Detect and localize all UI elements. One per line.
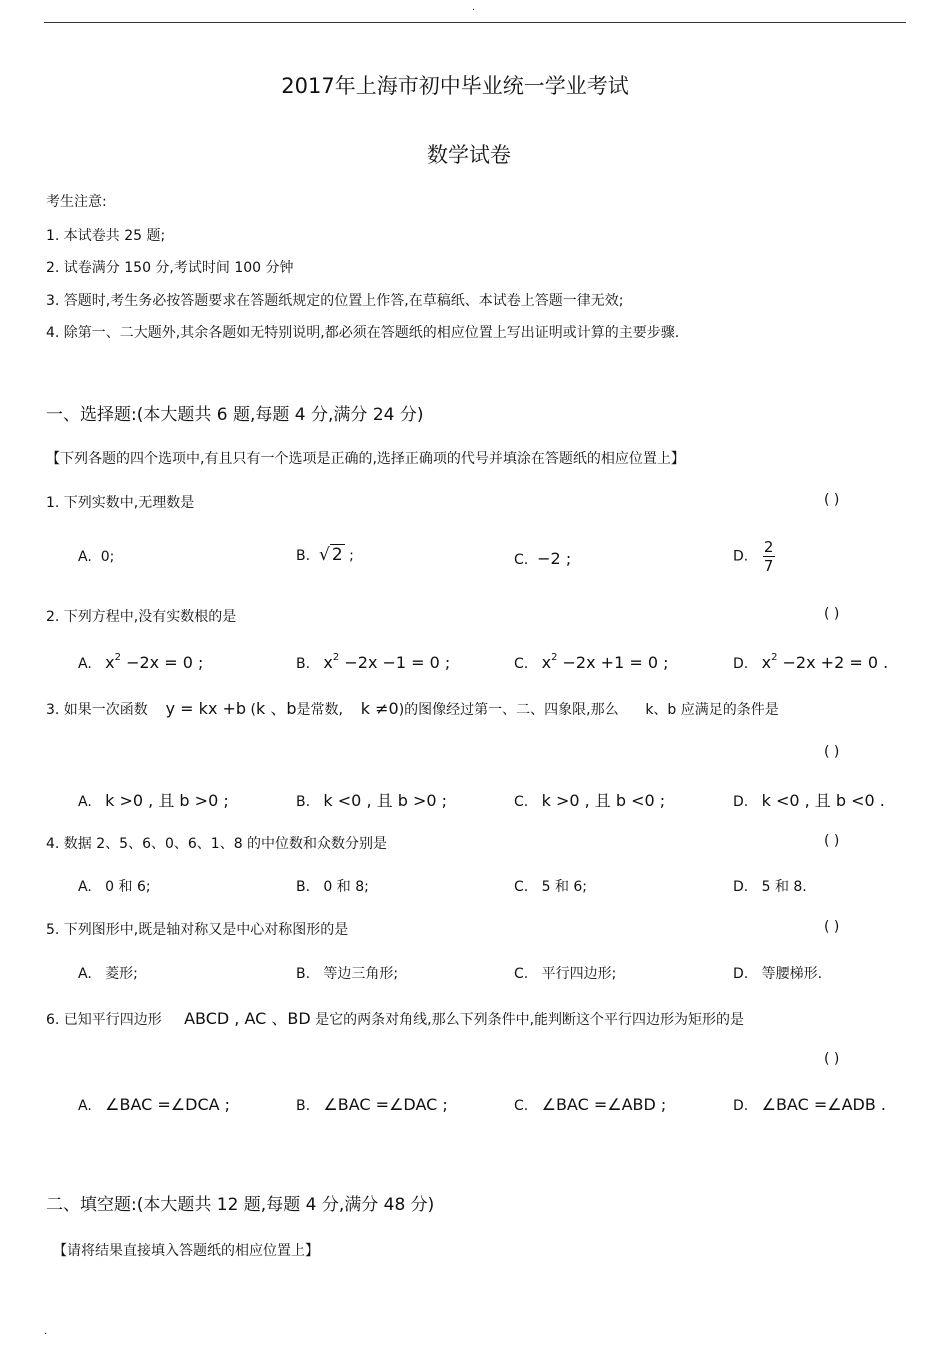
fraction-denominator: 7 bbox=[763, 557, 774, 575]
footer-dot: . bbox=[44, 1326, 48, 1337]
fraction-numerator: 2 bbox=[763, 538, 774, 556]
option-label: C. bbox=[514, 1098, 529, 1114]
exponent: 2 bbox=[332, 652, 340, 664]
notice-item: 4. 除第一、二大题外,其余各题如无特别说明,都必须在答题纸的相应位置上写出证明或计算的主要步骤. bbox=[46, 325, 680, 341]
option-label: C. bbox=[514, 552, 529, 568]
section2-heading: 二、填空题:(本大题共 12 题,每题 4 分,满分 48 分) bbox=[46, 1195, 435, 1215]
option-label: B. bbox=[296, 966, 311, 982]
option-a bbox=[78, 963, 138, 983]
option-b bbox=[296, 1095, 448, 1114]
option-b bbox=[296, 545, 354, 565]
option-b bbox=[296, 653, 450, 672]
answer-paren: ( ) bbox=[824, 492, 840, 508]
option-label: A. bbox=[78, 549, 92, 565]
exponent: 2 bbox=[771, 652, 778, 664]
option-label: B. bbox=[296, 879, 311, 895]
option-text: 等腰梯形. bbox=[761, 966, 823, 982]
option-text: 5 和 6; bbox=[541, 879, 588, 895]
sqrt-expression: √ 2 bbox=[318, 545, 343, 565]
option-text: 等边三角形; bbox=[323, 966, 399, 982]
option-a bbox=[78, 653, 203, 672]
math-expression: ABCD , AC 、BD bbox=[184, 1009, 311, 1028]
question-6-stem bbox=[46, 1006, 744, 1029]
radicand: 2 bbox=[331, 545, 343, 565]
option-text: 平行四边形; bbox=[541, 966, 617, 982]
option-text: k >0 , 且 b <0 ; bbox=[541, 791, 666, 810]
option-text: −2x = 0 ; bbox=[120, 653, 204, 672]
answer-paren: ( ) bbox=[824, 833, 840, 849]
option-d bbox=[733, 788, 885, 811]
exam-title: 2017年上海市初中毕业统一学业考试 bbox=[281, 74, 629, 98]
math-expression: k 、b bbox=[255, 699, 297, 718]
option-text: −2x +2 = 0 . bbox=[777, 653, 889, 672]
option-var: x bbox=[323, 653, 333, 672]
exam-subtitle: 数学试卷 bbox=[427, 143, 511, 167]
option-label: A. bbox=[78, 879, 92, 895]
question-2-stem: 2. 下列方程中,没有实数根的是 bbox=[46, 609, 237, 625]
stem-text: 3. 如果一次函数 bbox=[46, 702, 148, 718]
notice-heading: 考生注意: bbox=[46, 194, 107, 210]
option-c bbox=[514, 653, 668, 672]
option-b bbox=[296, 963, 398, 983]
option-d bbox=[733, 963, 822, 983]
stem-text: k、b 应满足的条件是 bbox=[645, 702, 779, 718]
answer-paren: ( ) bbox=[824, 1051, 840, 1067]
math-expression: y = kx +b bbox=[165, 699, 247, 718]
math-expression: k ≠0 bbox=[360, 699, 399, 718]
fraction bbox=[763, 538, 775, 575]
option-label: B. bbox=[296, 794, 311, 810]
option-text: −2 ; bbox=[537, 549, 572, 568]
option-text: ∠BAC =∠ADB . bbox=[761, 1095, 886, 1114]
option-a bbox=[78, 1095, 230, 1114]
option-c bbox=[514, 788, 665, 811]
option-label: D. bbox=[733, 656, 749, 672]
option-text: 0 和 6; bbox=[105, 879, 151, 895]
option-text: 5 和 8. bbox=[761, 879, 807, 895]
option-label: D. bbox=[733, 879, 749, 895]
option-text: ∠BAC =∠DCA ; bbox=[105, 1095, 231, 1114]
option-d bbox=[733, 538, 775, 575]
option-label: D. bbox=[733, 548, 749, 565]
option-label: B. bbox=[296, 656, 311, 672]
notice-item: 3. 答题时,考生务必按答题要求在答题纸规定的位置上作答,在草稿纸、本试卷上答题一律无效; bbox=[46, 293, 624, 309]
option-a bbox=[78, 876, 151, 896]
option-text: k <0 , 且 b >0 ; bbox=[323, 791, 448, 810]
option-label: C. bbox=[514, 794, 529, 810]
header-dot: . bbox=[472, 2, 476, 13]
option-label: A. bbox=[78, 656, 92, 672]
option-text: k <0 , 且 b <0 . bbox=[761, 791, 885, 810]
question-4-stem: 4. 数据 2、5、6、0、6、1、8 的中位数和众数分别是 bbox=[46, 836, 388, 852]
exponent: 2 bbox=[551, 652, 558, 664]
option-var: x bbox=[761, 653, 772, 672]
option-label: C. bbox=[514, 879, 529, 895]
option-label: D. bbox=[733, 794, 749, 810]
option-text: 菱形; bbox=[105, 966, 138, 982]
option-label: D. bbox=[733, 966, 749, 982]
option-text: −2x +1 = 0 ; bbox=[557, 653, 669, 672]
option-label: B. bbox=[296, 1098, 311, 1114]
exponent: 2 bbox=[114, 652, 121, 664]
option-var: x bbox=[541, 653, 552, 672]
stem-text: )的图像经过第一、二、四象限,那么 bbox=[398, 702, 619, 718]
stem-text: 是它的两条对角线,那么下列条件中,能判断这个平行四边形为矩形的是 bbox=[315, 1012, 745, 1028]
option-label: C. bbox=[514, 656, 529, 672]
section1-instruction: 【下列各题的四个选项中,有且只有一个选项是正确的,选择正确项的代号并填涂在答题纸的相应位置上】 bbox=[46, 451, 685, 467]
stem-text: 是常数, bbox=[296, 702, 343, 718]
question-5-stem: 5. 下列图形中,既是轴对称又是中心对称图形的是 bbox=[46, 922, 349, 938]
option-label: C. bbox=[514, 966, 529, 982]
notice-item: 2. 试卷满分 150 分,考试时间 100 分钟 bbox=[46, 260, 294, 276]
option-text: 0; bbox=[100, 549, 115, 565]
question-3-stem bbox=[46, 696, 779, 719]
notice-item: 1. 本试卷共 25 题; bbox=[46, 228, 166, 244]
answer-paren: ( ) bbox=[824, 919, 840, 935]
stem-text: 6. 已知平行四边形 bbox=[46, 1012, 162, 1028]
option-text: ∠BAC =∠ABD ; bbox=[541, 1095, 667, 1114]
option-d bbox=[733, 876, 807, 896]
option-text: −2x −1 = 0 ; bbox=[339, 653, 451, 672]
question-1-stem: 1. 下列实数中,无理数是 bbox=[46, 495, 195, 511]
option-text: ∠BAC =∠DAC ; bbox=[323, 1095, 448, 1114]
option-text: k >0 , 且 b >0 ; bbox=[105, 791, 229, 810]
option-label: A. bbox=[78, 794, 92, 810]
option-d bbox=[733, 653, 888, 672]
option-b bbox=[296, 788, 447, 811]
option-c bbox=[514, 963, 616, 983]
option-b bbox=[296, 876, 369, 896]
option-text: 0 和 8; bbox=[323, 879, 369, 895]
answer-paren: ( ) bbox=[824, 744, 840, 760]
option-c bbox=[514, 876, 587, 896]
header-rule bbox=[44, 22, 906, 23]
section1-heading: 一、选择题:(本大题共 6 题,每题 4 分,满分 24 分) bbox=[46, 405, 424, 425]
stem-text: ( bbox=[250, 702, 256, 718]
option-d bbox=[733, 1095, 886, 1114]
option-a bbox=[78, 549, 114, 565]
option-text: ; bbox=[349, 548, 354, 564]
section2-instruction: 【请将结果直接填入答题纸的相应位置上】 bbox=[53, 1243, 319, 1259]
option-label: A. bbox=[78, 966, 92, 982]
option-label: D. bbox=[733, 1098, 749, 1114]
option-c bbox=[514, 1095, 666, 1114]
option-label: A. bbox=[78, 1098, 92, 1114]
option-a bbox=[78, 788, 229, 811]
option-label: B. bbox=[296, 548, 311, 564]
option-var: x bbox=[105, 653, 115, 672]
option-c bbox=[514, 549, 571, 568]
answer-paren: ( ) bbox=[824, 606, 840, 622]
